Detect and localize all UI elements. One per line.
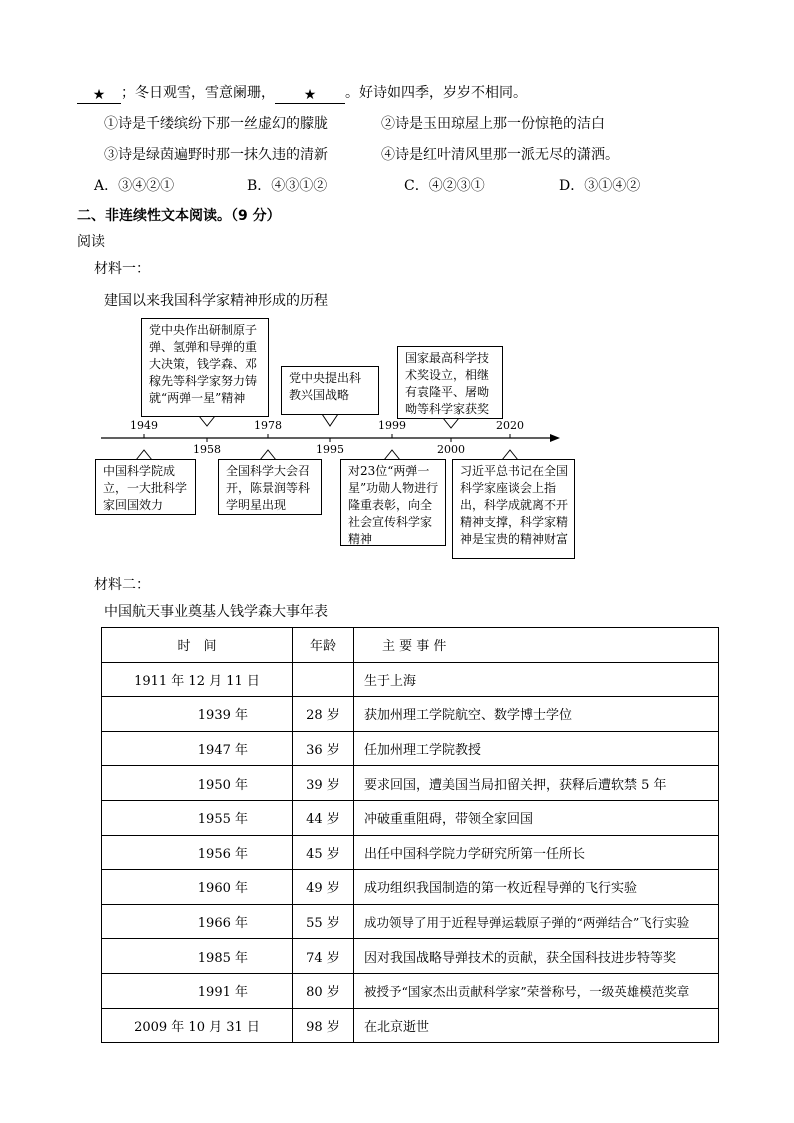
event-cell: 成功领导了用于近程导弹运载原子弹的“两弹结合”飞行实验	[354, 904, 719, 939]
timeline-box-1978: 全国科学大会召开，陈景润等科学明星出现	[218, 459, 322, 515]
event-cell: 任加州理工学院教授	[354, 731, 719, 766]
age-cell: 74 岁	[293, 939, 354, 974]
table-header-row	[102, 628, 719, 663]
time-cell: 2009 年 10 月 31 日	[102, 1008, 293, 1043]
time-cell: 1956 年	[102, 835, 293, 870]
material-1-label: 材料一：	[94, 261, 150, 277]
answer-blank-1[interactable]	[77, 87, 121, 104]
event-cell: 获加州理工学院航空、数学博士学位	[354, 697, 719, 732]
table-row	[102, 835, 719, 870]
time-cell: 1960 年	[102, 870, 293, 905]
table-row	[102, 697, 719, 732]
option-1: ①诗是千缕缤纷下那一丝虚幻的朦胧	[104, 116, 328, 132]
timeline-box-2020: 习近平总书记在全国科学家座谈会上指出，科学成就离不开精神支撑，科学家精神是宝贵的精神财富	[452, 459, 575, 559]
event-cell: 因对我国战略导弹技术的贡献，获全国科技进步特等奖	[354, 939, 719, 974]
question-text-mid: ；冬日观雪，雪意阑珊，	[121, 85, 275, 101]
event-cell: 被授予“国家杰出贡献科学家”荣誉称号，一级英雄模范奖章	[354, 973, 719, 1008]
choice-a[interactable]: A．③④②①	[94, 178, 175, 194]
column-header-event: 主 要 事 件	[354, 628, 719, 663]
timeline-box-1995: 党中央提出科教兴国战略	[281, 366, 379, 415]
age-cell	[293, 662, 354, 697]
timeline-box-1999: 对23位“两弹一星”功勋人物进行隆重表彰，向全社会宣传科学家精神	[340, 459, 446, 546]
age-cell: 36 岁	[293, 731, 354, 766]
option-2: ②诗是玉田琼屋上那一份惊艳的洁白	[381, 116, 605, 132]
time-cell: 1991 年	[102, 973, 293, 1008]
time-cell: 1939 年	[102, 697, 293, 732]
table-title: 中国航天事业奠基人钱学森大事年表	[104, 604, 328, 620]
column-header-time: 时 间	[102, 628, 293, 663]
column-header-age: 年龄	[293, 628, 354, 663]
table-row	[102, 1008, 719, 1043]
time-cell: 1947 年	[102, 731, 293, 766]
year-label: 1949	[130, 419, 158, 432]
table-row	[102, 662, 719, 697]
answer-blank-2[interactable]	[275, 87, 345, 104]
choice-c[interactable]: C．④②③①	[404, 178, 485, 194]
event-cell: 出任中国科学院力学研究所第一任所长	[354, 835, 719, 870]
choice-d[interactable]: D．③①④②	[559, 178, 641, 194]
table-row	[102, 766, 719, 801]
table-row	[102, 800, 719, 835]
event-cell: 在北京逝世	[354, 1008, 719, 1043]
star-icon: ★	[92, 87, 106, 103]
time-cell: 1966 年	[102, 904, 293, 939]
arrowhead-icon	[550, 434, 560, 442]
time-cell: 1911 年 12 月 11 日	[102, 662, 293, 697]
time-cell: 1950 年	[102, 766, 293, 801]
age-cell: 98 岁	[293, 1008, 354, 1043]
section-heading: 二、非连续性文本阅读。（9 分）	[77, 208, 281, 224]
table-row	[102, 731, 719, 766]
time-cell: 1985 年	[102, 939, 293, 974]
option-3: ③诗是绿茵遍野时那一抹久违的清新	[104, 147, 328, 163]
question-line-1	[77, 82, 527, 104]
event-cell: 生于上海	[354, 662, 719, 697]
table-row	[102, 939, 719, 974]
year-label: 1999	[378, 419, 406, 432]
age-cell: 44 岁	[293, 800, 354, 835]
question-text-end: 。好诗如四季，岁岁不相同。	[345, 85, 527, 101]
star-icon: ★	[303, 87, 317, 103]
year-label: 1978	[254, 419, 282, 432]
event-cell: 要求回国，遭美国当局扣留关押，获释后遭软禁 5 年	[354, 766, 719, 801]
age-cell: 39 岁	[293, 766, 354, 801]
age-cell: 49 岁	[293, 870, 354, 905]
year-label: 1958	[193, 443, 221, 456]
table-row	[102, 870, 719, 905]
year-label: 1995	[316, 443, 344, 456]
timeline-box-1958: 党中央作出研制原子弹、氢弹和导弹的重大决策，钱学森、邓稼先等科学家努力铸就“两弹一星”精神	[141, 318, 269, 417]
option-4: ④诗是红叶清风里那一派无尽的潇洒。	[381, 147, 619, 163]
age-cell: 55 岁	[293, 904, 354, 939]
callout-pointer	[322, 414, 338, 426]
timeline-box-2000: 国家最高科学技术奖设立，相继有袁隆平、屠呦呦等科学家获奖	[397, 346, 503, 419]
timeline-box-1949: 中国科学院成立，一大批科学家回国效力	[95, 459, 196, 515]
chronology-table	[101, 627, 719, 1043]
timeline-title: 建国以来我国科学家精神形成的历程	[104, 293, 328, 309]
table-row	[102, 973, 719, 1008]
table-row	[102, 904, 719, 939]
year-label: 2000	[437, 443, 465, 456]
event-cell: 冲破重重阻碍，带领全家回国	[354, 800, 719, 835]
age-cell: 28 岁	[293, 697, 354, 732]
material-2-label: 材料二：	[94, 577, 150, 593]
year-label: 2020	[496, 419, 524, 432]
age-cell: 80 岁	[293, 973, 354, 1008]
read-label: 阅读	[77, 234, 105, 250]
event-cell: 成功组织我国制造的第一枚近程导弹的飞行实验	[354, 870, 719, 905]
choice-b[interactable]: B．④③①②	[247, 178, 328, 194]
callout-pointer	[199, 416, 215, 426]
age-cell: 45 岁	[293, 835, 354, 870]
time-cell: 1955 年	[102, 800, 293, 835]
callout-pointer	[443, 418, 459, 428]
